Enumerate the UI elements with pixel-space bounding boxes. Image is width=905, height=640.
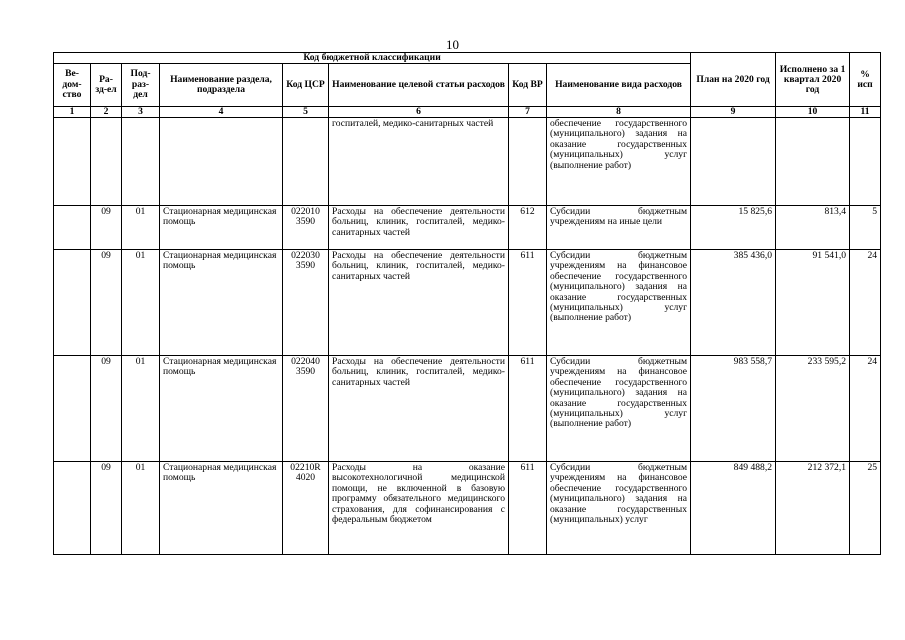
cell-article: Расходы на оказание высокотехнологичной медицинской помощи, не включенной в базовую программу обязательного медицинского страхования, для софинансирования с федеральным бюджетом [329,462,509,555]
cell-article: Расходы на обеспечение деятельности больниц, клиник, госпиталей, медико-санитарных частей [329,356,509,462]
cell-vr-name: Субсидии бюджетным учреждениям на финансовое обеспечение государственного (муниципального) задания на оказание государственных (муниципальных) услуг (выполнение работ) [547,250,691,356]
classification-group-header: Код бюджетной классификации [54,53,691,64]
cell-vr-name: Субсидии бюджетным учреждениям на финансовое обеспечение государственного (муниципального) задания на оказание государственных (муниципальных) услуг (выполнение работ) [547,356,691,462]
col-header-podrazdel: Под-раз-дел [122,64,160,107]
table-row [54,118,881,206]
cell-razdel-name: Стационарная медицинская помощь [160,206,283,250]
col-header-plan: План на 2020 год [691,53,776,107]
cell-ved [54,356,91,462]
cell-razdel: 09 [91,206,122,250]
cell-plan: 385 436,0 [691,250,776,356]
cell-vr: 611 [509,250,547,356]
col-number: 11 [850,107,881,118]
cell-razdel: 09 [91,462,122,555]
cell-done: 212 372,1 [776,462,850,555]
col-number: 8 [547,107,691,118]
col-header-vr: Код ВР [509,64,547,107]
cell-csr: 02210R 4020 [283,462,329,555]
cell-plan: 983 558,7 [691,356,776,462]
cell-ved [54,462,91,555]
cell-razdel: 09 [91,250,122,356]
col-number: 4 [160,107,283,118]
col-number: 10 [776,107,850,118]
budget-table [53,52,881,555]
cell-razdel-name: Стационарная медицинская помощь [160,250,283,356]
cell-pct: 25 [850,462,881,555]
cell-razdel: 09 [91,356,122,462]
cell-vr: 612 [509,206,547,250]
cell-done: 813,4 [776,206,850,250]
col-number: 2 [91,107,122,118]
cell-podrazdel: 01 [122,250,160,356]
col-header-article: Наименование целевой статьи расходов [329,64,509,107]
cell-pct: 5 [850,206,881,250]
col-header-csr: Код ЦСР [283,64,329,107]
cell-vr: 611 [509,356,547,462]
cell-done: 91 541,0 [776,250,850,356]
cell-done: 233 595,2 [776,356,850,462]
table-row [54,356,881,462]
cell-vr-name: Субсидии бюджетным учреждениям на финансовое обеспечение государственного (муниципального) задания на оказание государственных (муниципальных) услуг [547,462,691,555]
cell-razdel-name: Стационарная медицинская помощь [160,356,283,462]
cell-razdel-name [160,118,283,206]
col-header-ved: Ве-дом-ство [54,64,91,107]
col-header-razdel: Ра-зд-ел [91,64,122,107]
cell-article: Расходы на обеспечение деятельности больниц, клиник, госпиталей, медико-санитарных частей [329,250,509,356]
cell-csr [283,118,329,206]
cell-razdel-name: Стационарная медицинская помощь [160,462,283,555]
cell-pct: 24 [850,356,881,462]
cell-podrazdel: 01 [122,356,160,462]
table-row [54,250,881,356]
cell-plan: 15 825,6 [691,206,776,250]
cell-ved [54,118,91,206]
cell-pct: 24 [850,250,881,356]
col-number: 5 [283,107,329,118]
cell-pct [850,118,881,206]
col-number: 9 [691,107,776,118]
table-row [54,462,881,555]
col-header-razdel-name: Наименование раздела, подраздела [160,64,283,107]
table-row [54,206,881,250]
cell-csr: 022040 3590 [283,356,329,462]
cell-ved [54,250,91,356]
col-number: 7 [509,107,547,118]
cell-vr-name: Субсидии бюджетным учреждениям на иные цели [547,206,691,250]
col-number: 3 [122,107,160,118]
cell-csr: 022010 3590 [283,206,329,250]
cell-csr: 022030 3590 [283,250,329,356]
cell-podrazdel: 01 [122,206,160,250]
cell-podrazdel: 01 [122,462,160,555]
cell-plan [691,118,776,206]
col-number: 6 [329,107,509,118]
col-header-vr-name: Наименование вида расходов [547,64,691,107]
cell-vr-name: обеспечение государственного (муниципального) задания на оказание государственных (муниципальных) услуг (выполнение работ) [547,118,691,206]
cell-article: Расходы на обеспечение деятельности больниц, клиник, госпиталей, медико-санитарных частей [329,206,509,250]
cell-article: госпиталей, медико-санитарных частей [329,118,509,206]
col-number: 1 [54,107,91,118]
cell-plan: 849 488,2 [691,462,776,555]
cell-razdel [91,118,122,206]
cell-podrazdel [122,118,160,206]
cell-vr [509,118,547,206]
cell-done [776,118,850,206]
col-header-done: Исполнено за 1 квартал 2020 год [776,53,850,107]
page-number: 10 [446,37,459,52]
cell-vr: 611 [509,462,547,555]
cell-ved [54,206,91,250]
col-header-pct: % исп [850,53,881,107]
